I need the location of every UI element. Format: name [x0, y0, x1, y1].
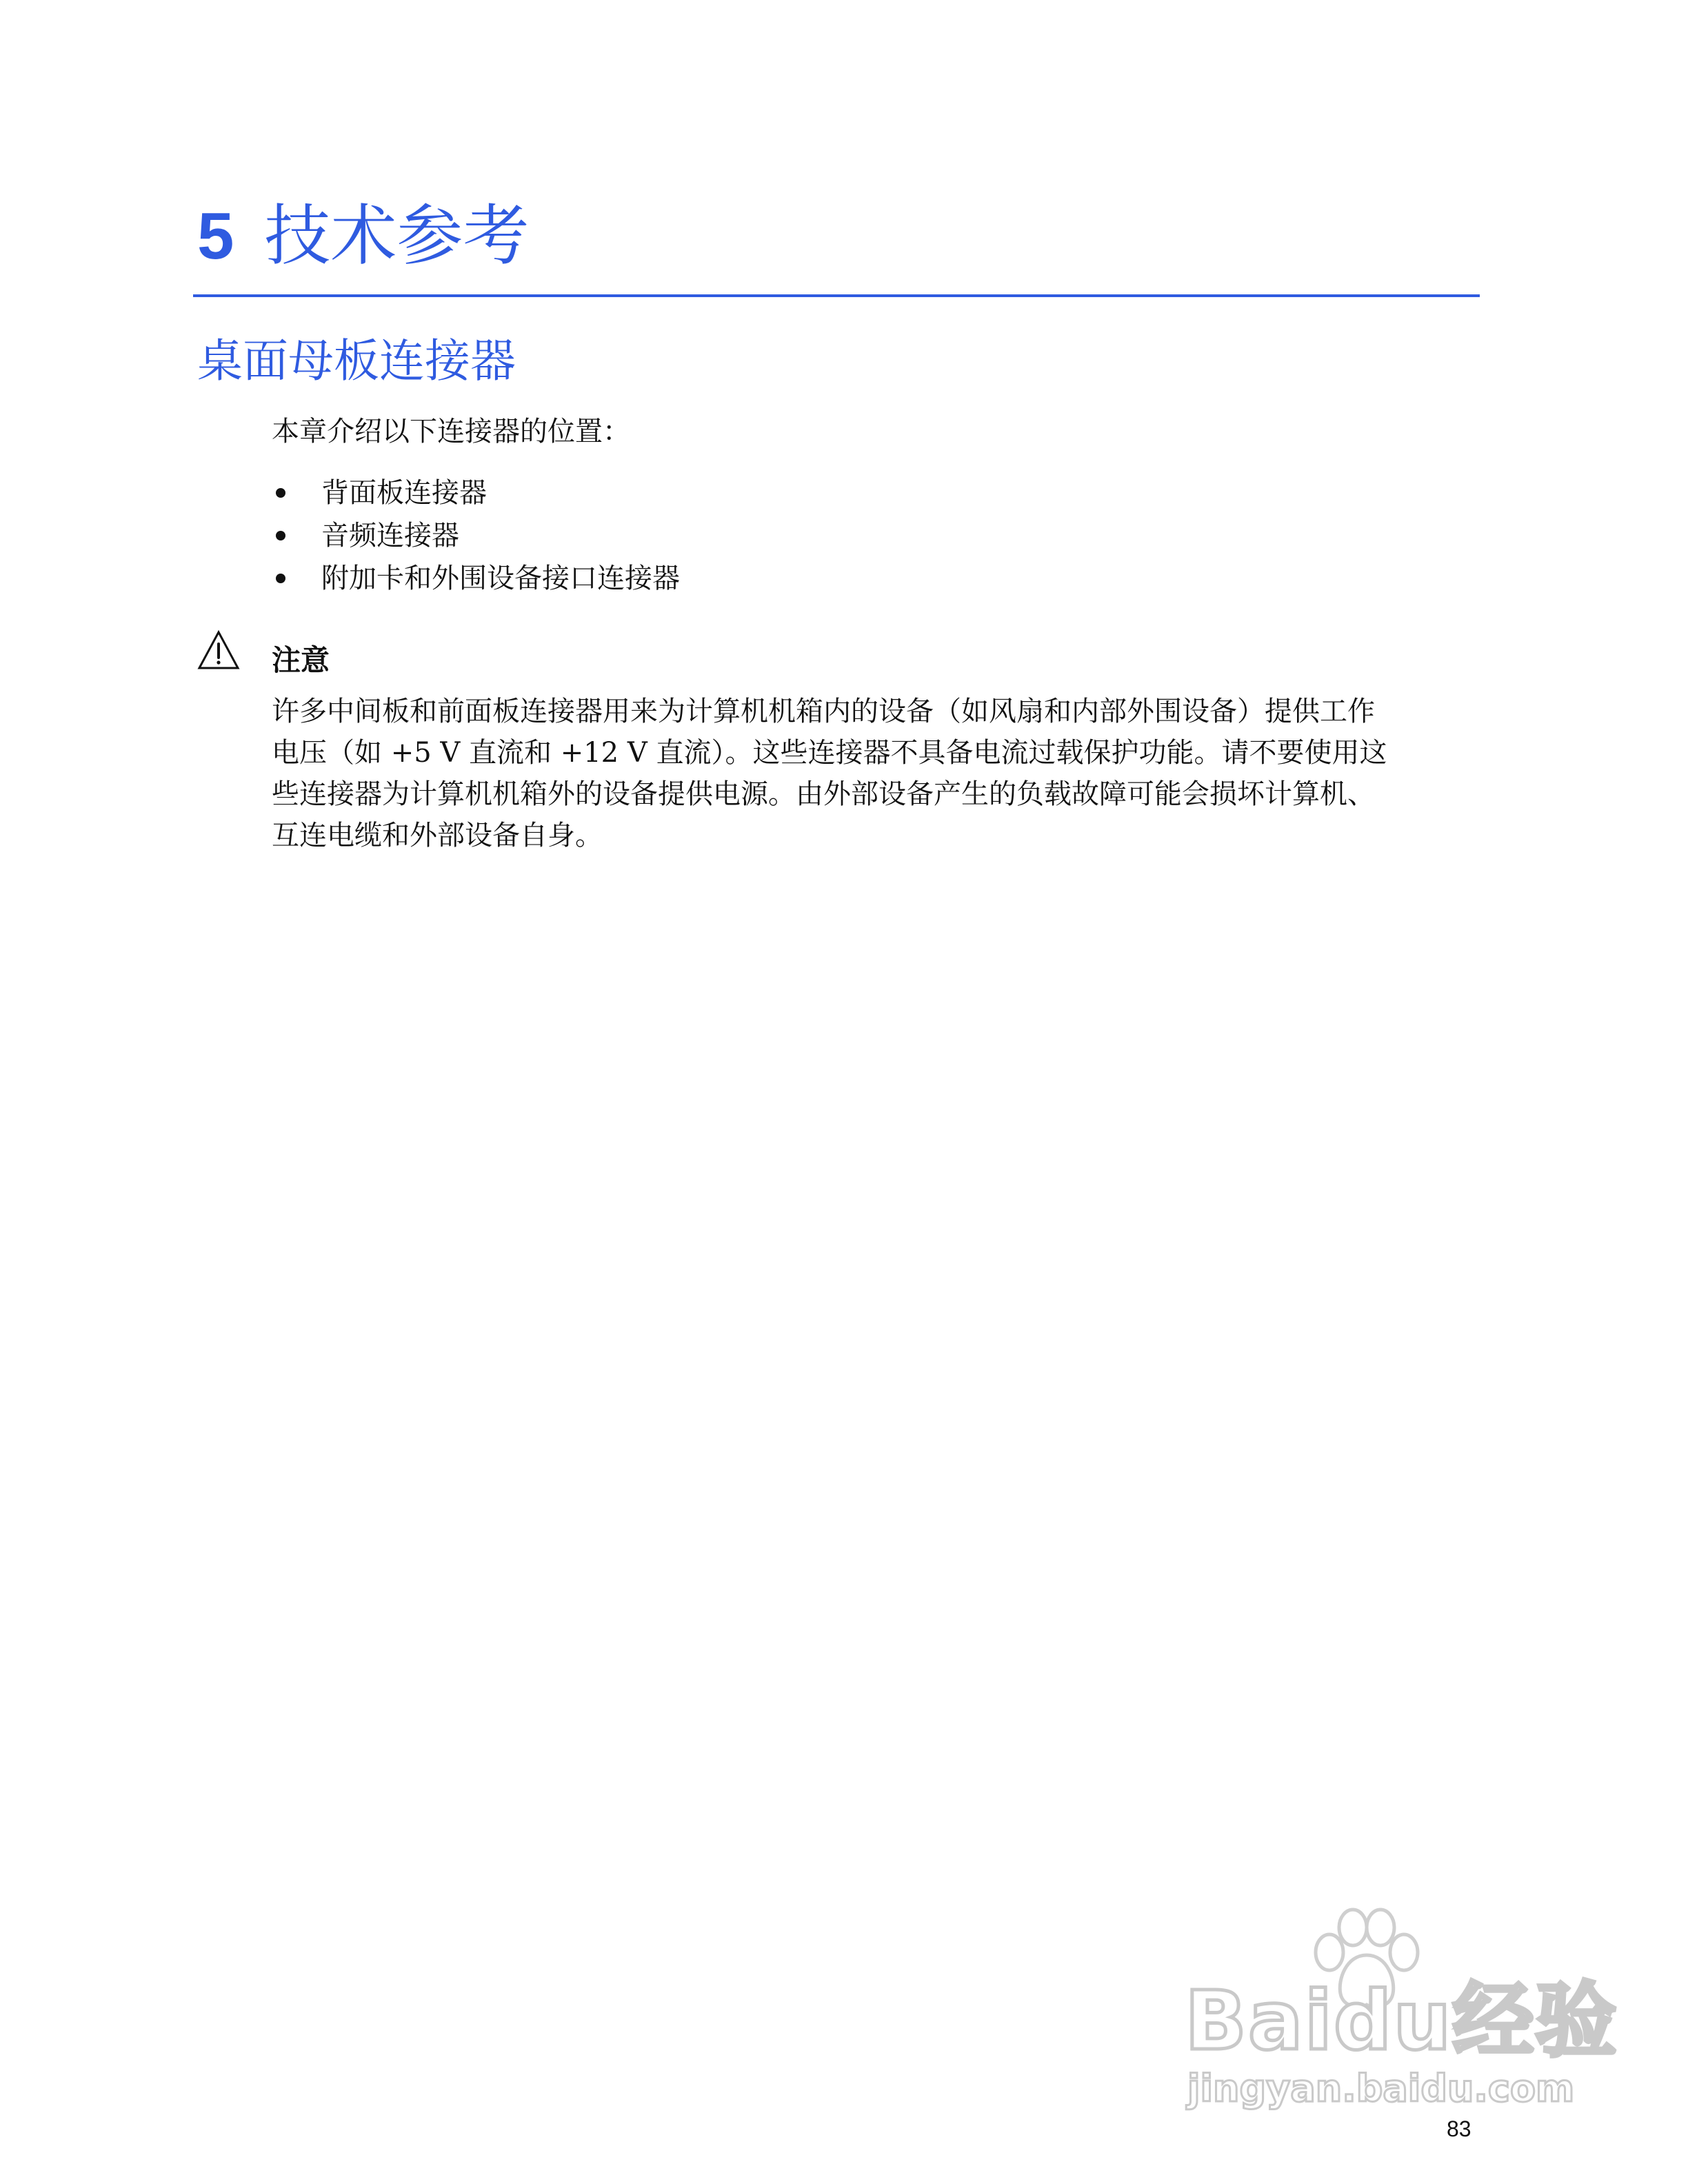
chapter-number: 5: [197, 199, 234, 273]
caution-heading: 注意: [272, 643, 330, 677]
chapter-title-text: 技术参考: [264, 197, 530, 274]
list-item-text: 背面板连接器: [321, 477, 487, 509]
caution-line: 许多中间板和前面板连接器用来为计算机机箱内的设备（如风扇和内部外围设备）提供工作: [272, 696, 1375, 727]
caution-line: 些连接器为计算机机箱外的设备提供电源。由外部设备产生的负载故障可能会损坏计算机、: [272, 778, 1375, 810]
list-item-text: 附加卡和外围设备接口连接器: [321, 563, 680, 594]
list-item: [272, 472, 680, 514]
connector-list: [272, 472, 680, 600]
baidu-watermark: [1185, 1904, 1618, 2111]
watermark-brand: Baidu经验: [1185, 1973, 1618, 2068]
caution-line: 电压（如 +5 V 直流和 +12 V 直流）。这些连接器不具备电流过载保护功能。请不要使用这: [272, 737, 1387, 769]
bullet-icon: [276, 488, 285, 498]
list-item-text: 音频连接器: [321, 520, 459, 552]
caution-line: 互连电缆和外部设备自身。: [272, 820, 603, 851]
page-number: 83: [1447, 2116, 1471, 2141]
caution-paragraph: [272, 691, 1485, 856]
list-item: [272, 514, 680, 557]
list-item: [272, 557, 680, 600]
watermark-url: jingyan.baidu.com: [1187, 2067, 1575, 2110]
chapter-divider: [193, 294, 1480, 297]
section-title: 桌面母板连接器: [197, 334, 516, 387]
bullet-icon: [276, 531, 285, 540]
intro-paragraph: 本章介绍以下连接器的位置：: [272, 416, 630, 447]
chapter-title: [197, 194, 529, 278]
bullet-icon: [276, 574, 285, 583]
warning-icon: [197, 630, 240, 670]
